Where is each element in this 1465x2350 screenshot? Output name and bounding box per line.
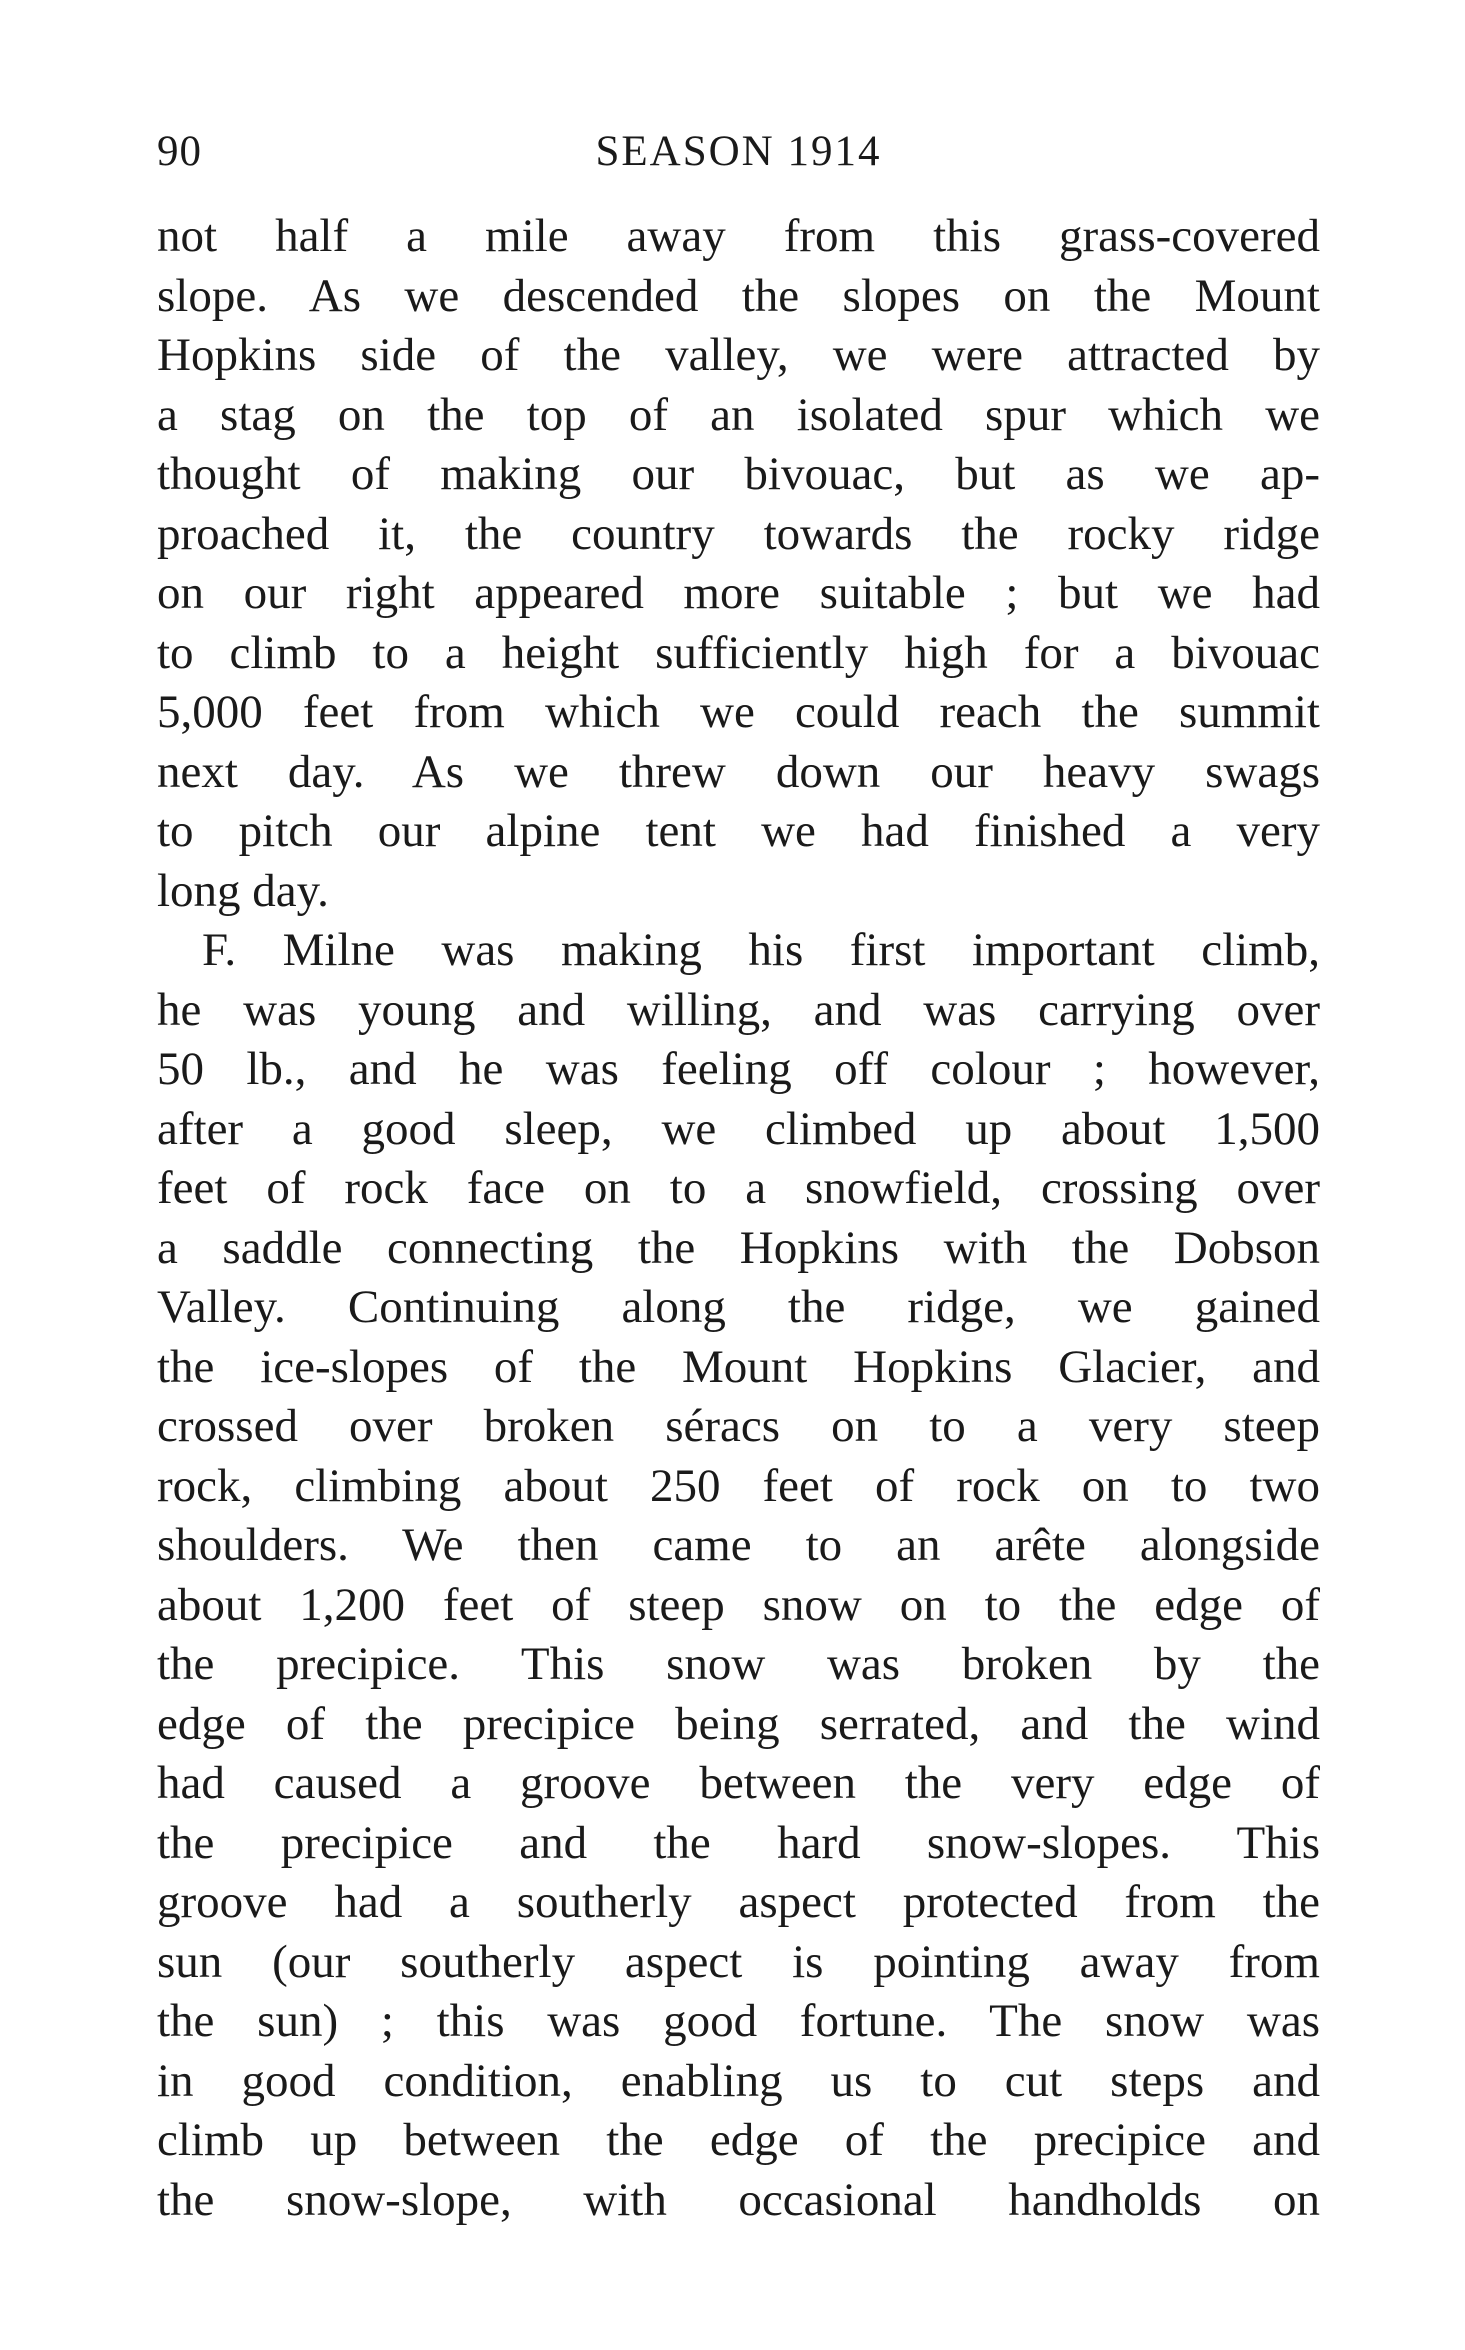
text-line: next day. As we threw down our heavy swags	[157, 745, 1320, 798]
text-line: the ice-slopes of the Mount Hopkins Glacier, and	[157, 1340, 1320, 1393]
text-line: the sun) ; this was good fortune. The snow was	[157, 1995, 1320, 2047]
text-line: thought of making our bivouac, but as we ap-	[157, 448, 1320, 500]
text-line: to pitch our alpine tent we had finished a very	[157, 805, 1320, 857]
text-line: 5,000 feet from which we could reach the summit	[157, 686, 1320, 738]
running-title: SEASON 1914	[595, 128, 882, 175]
text-line: to climb to a height sufficiently high for a bivouac	[157, 626, 1320, 679]
text-line: after a good sleep, we climbed up about 1,500	[157, 1102, 1320, 1155]
text-line: crossed over broken séracs on to a very steep	[157, 1400, 1320, 1452]
text-line: climb up between the edge of the precipice and	[157, 2114, 1320, 2166]
text-line: sun (our southerly aspect is pointing away from	[157, 1935, 1320, 1988]
text-line: the precipice. This snow was broken by the	[157, 1638, 1320, 1690]
text-line: had caused a groove between the very edge of	[157, 1757, 1320, 1809]
text-line: proached it, the country towards the rocky ridge	[157, 507, 1320, 560]
text-line: slope. As we descended the slopes on the Mount	[157, 269, 1320, 322]
text-line: a saddle connecting the Hopkins with the Dobson	[157, 1221, 1320, 1274]
text-line: long day.	[157, 864, 329, 917]
text-line: not half a mile away from this grass-covered	[157, 210, 1320, 262]
text-line: in good condition, enabling us to cut steps and	[157, 2054, 1320, 2107]
text-line: the precipice and the hard snow-slopes. This	[157, 1816, 1320, 1869]
text-line: on our right appeared more suitable ; but we had	[157, 567, 1320, 619]
text-line: Hopkins side of the valley, we were attracted by	[157, 329, 1320, 381]
text-line: shoulders. We then came to an arête alongside	[157, 1519, 1320, 1571]
text-line: 50 lb., and he was feeling off colour ; however,	[157, 1043, 1320, 1095]
text-line: he was young and willing, and was carrying over	[157, 983, 1320, 1036]
text-line: the snow-slope, with occasional handholds on	[157, 2173, 1320, 2226]
text-line: feet of rock face on to a snowfield, crossing over	[157, 1162, 1320, 1214]
page-number: 90	[157, 128, 202, 175]
text-line: edge of the precipice being serrated, and the wind	[157, 1697, 1320, 1750]
text-line: groove had a southerly aspect protected from the	[157, 1876, 1320, 1928]
running-head	[157, 122, 1320, 182]
text-line: Valley. Continuing along the ridge, we gained	[157, 1281, 1320, 1333]
text-line: F. Milne was making his first important climb,	[202, 924, 1320, 976]
text-line: a stag on the top of an isolated spur which we	[157, 388, 1320, 441]
body-text	[157, 207, 1320, 2230]
text-line: rock, climbing about 250 feet of rock on to two	[157, 1459, 1320, 1512]
text-line: about 1,200 feet of steep snow on to the edge of	[157, 1578, 1320, 1631]
